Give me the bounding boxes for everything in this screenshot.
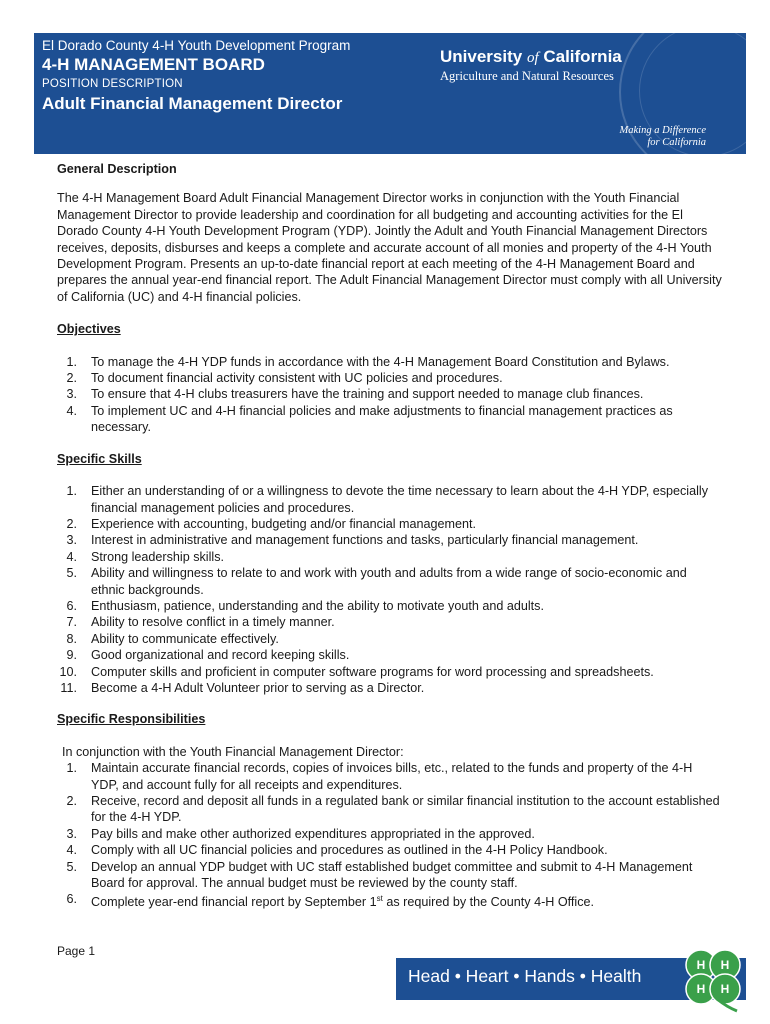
list-item: 2. Experience with accounting, budgeting and/or financial management.	[66, 516, 477, 531]
uc-name-part1: University	[440, 47, 523, 66]
list-item: 6. Complete year-end financial report by September 1st as required by the County 4-H Office.	[66, 892, 595, 910]
list-item: 1. Maintain accurate financial records, copies of invoices bills, etc., related to the funds and property of the 4-H YDP, and account fully for all receipts and expenditures.	[66, 761, 693, 792]
list-item: 10. Computer skills and proficient in computer software programs for word processing and spreadsheets.	[59, 664, 654, 679]
clover-letter: H	[720, 982, 730, 996]
skills-list	[57, 483, 722, 696]
list-item: 3. Interest in administrative and management functions and tasks, particularly financial management.	[66, 533, 639, 548]
list-item: 4. To implement UC and 4-H financial policies and make adjustments to financial management practices as necessary.	[66, 403, 673, 435]
specific-skills-heading: Specific Skills	[57, 451, 142, 466]
tagline	[594, 125, 706, 149]
list-item: 8. Ability to communicate effectively.	[66, 631, 279, 646]
responsibilities-intro: In conjunction with the Youth Financial Management Director:	[62, 744, 404, 759]
list-item: 6. Enthusiasm, patience, understanding and the ability to motivate youth and adults.	[66, 598, 544, 613]
uc-name-part2: California	[543, 47, 622, 66]
program-name: El Dorado County 4-H Youth Development Program	[42, 38, 351, 53]
list-item: 5. Ability and willingness to relate to and work with youth and adults from a wide range of socio-economic and ethnic backgrounds.	[66, 566, 687, 597]
list-item: 3. Pay bills and make other authorized expenditures appropriated in the approved.	[66, 826, 535, 841]
list-item: 1. To manage the 4-H YDP funds in accordance with the 4-H Management Board Constitution and Bylaws.	[66, 354, 670, 369]
tagline-line2: for California	[647, 137, 706, 148]
clover-letter: H	[696, 982, 706, 996]
responsibilities-list	[57, 760, 722, 911]
objectives-heading: Objectives	[57, 322, 121, 337]
objectives-list	[57, 354, 722, 436]
list-item: 9. Good organizational and record keeping skills.	[66, 648, 350, 663]
list-item: 7. Ability to resolve conflict in a timely manner.	[66, 615, 335, 630]
list-item: 2. To document financial activity consistent with UC policies and procedures.	[66, 371, 503, 386]
clover-letter: H	[720, 958, 730, 972]
header-banner	[34, 33, 746, 154]
page-number: Page 1	[57, 944, 96, 958]
general-description-heading: General Description	[57, 162, 177, 176]
uc-logo-text	[440, 47, 622, 67]
anr-text: Agriculture and Natural Resources	[440, 69, 614, 83]
list-item: 5. Develop an annual YDP budget with UC staff established budget committee and submit to 4-H Management Board for approval. The annual budget must be reviewed by the county staff.	[66, 859, 693, 891]
specific-responsibilities-heading: Specific Responsibilities	[57, 712, 206, 727]
position-title: Adult Financial Management Director	[42, 94, 343, 113]
list-item: 3. To ensure that 4-H clubs treasurers have the training and support needed to manage club finances.	[66, 387, 644, 402]
document-body	[57, 161, 722, 911]
list-item: 11. Become a 4-H Adult Volunteer prior to serving as a Director.	[60, 680, 425, 695]
list-item: 4. Comply with all UC financial policies and procedures as outlined in the 4-H Policy Handbook.	[66, 843, 608, 858]
4h-clover-logo-icon	[677, 941, 749, 1013]
uc-name-of: of	[526, 50, 539, 66]
footer-slogan: Head • Heart • Hands • Health	[408, 966, 642, 986]
clover-letter: H	[696, 958, 706, 972]
list-item: 2. Receive, record and deposit all funds in a regulated bank or similar financial institution to the account established for the 4-H YDP.	[66, 794, 720, 825]
list-item: 4. Strong leadership skills.	[66, 549, 224, 564]
tagline-line1: Making a Difference	[619, 125, 706, 136]
board-name: 4-H MANAGEMENT BOARD	[42, 55, 265, 74]
list-item: 1. Either an understanding of or a willingness to devote the time necessary to learn about the 4-H YDP, especially financial management policies and procedures.	[66, 484, 708, 515]
position-label: POSITION DESCRIPTION	[42, 78, 183, 90]
general-description-text: The 4-H Management Board Adult Financial Management Director works in conjunction with the Youth Financial Management Director to provide leadership and coordination for all budgeting and accounting activities for the El Dorado County 4-H Youth Development Program (YDP). Jointly the Adult and Youth Financial Management Directors receives, deposits, disburses and keeps a complete and accurate account of all monies and property of the 4-H Youth Development Program. Presents an up-to-date financial report at each meeting of the 4-H Management Board and prepares the annual year-end financial report. The Adult Financial Management Director must comply with all University of California (UC) and 4-H financial policies.	[57, 191, 722, 304]
